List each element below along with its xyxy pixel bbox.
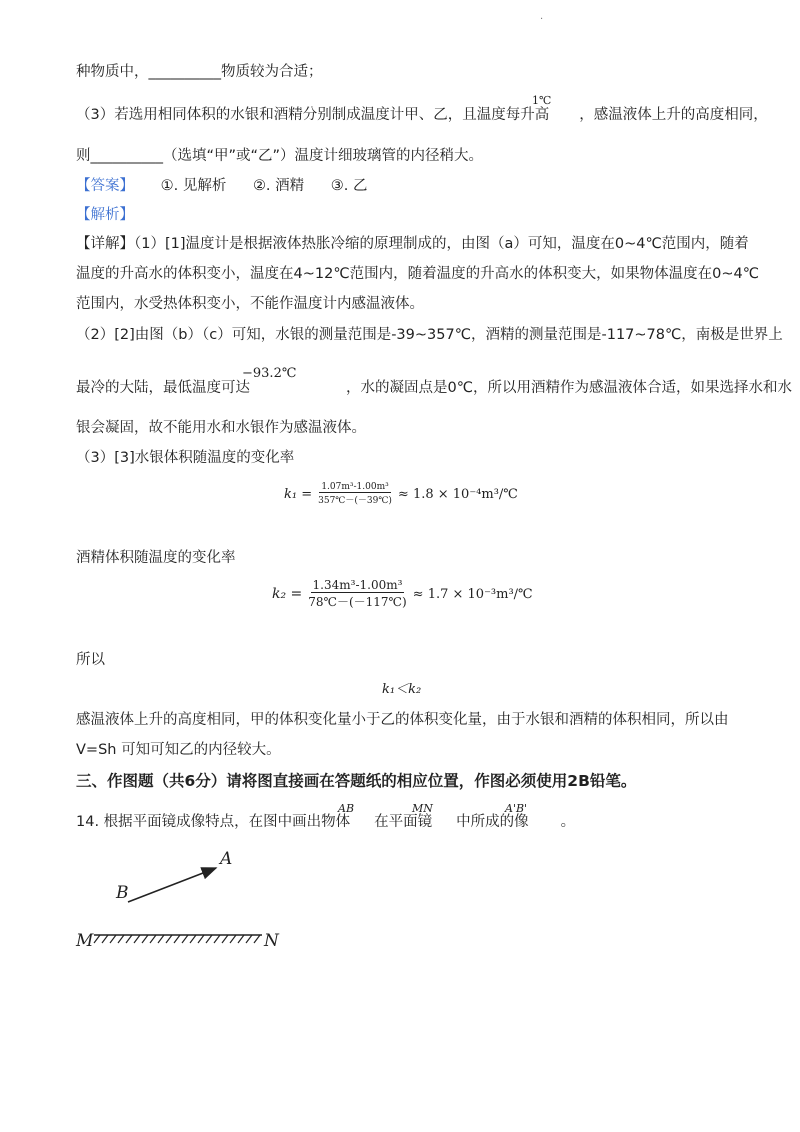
- detail-p1-line-3: 范围内，水受热体积变小，不能作温度计内感温液体。: [76, 296, 424, 312]
- hatch-mark: [198, 935, 204, 943]
- detail-p2-line-2: [76, 378, 792, 398]
- answer-row: [76, 176, 367, 196]
- mirror-figure: [70, 840, 300, 960]
- hatch-mark: [214, 935, 220, 943]
- hatch-mark: [142, 935, 148, 943]
- detail-p1-line-1: [76, 234, 749, 254]
- answer-item-1: ①. 见解析: [160, 178, 227, 194]
- detail-p1-line-2: 温度的升高水的体积变小，温度在4~12℃范围内，随着温度的升高水的体积变大，如果物体温度在0~4℃: [76, 266, 759, 282]
- q14-ab: AB: [338, 802, 355, 815]
- hatch-mark: [118, 935, 124, 943]
- hatch-mark: [230, 935, 236, 943]
- hatch-mark: [254, 935, 260, 943]
- q14-text-d: 。: [560, 814, 576, 830]
- label-n: N: [264, 931, 279, 951]
- hatch-mark: [206, 935, 212, 943]
- detail-p2-line-3: 银会凝固，故不能用水和水银作为感温液体。: [76, 420, 366, 436]
- k2-result: ≈ 1.7 × 10⁻³m³/℃: [412, 586, 533, 602]
- lowest-temperature: −93.2℃: [242, 366, 297, 381]
- hatch-mark: [94, 935, 100, 943]
- hatch-mark: [134, 935, 140, 943]
- section-3-heading: 三、作图题（共6分）请将图直接画在答题纸的相应位置，作图必须使用2B铅笔。: [76, 772, 637, 790]
- detail-p3-line-1: （3）[3]水银体积随温度的变化率: [76, 450, 295, 466]
- mirror-hatching: [94, 935, 260, 943]
- k1-result: ≈ 1.8 × 10⁻⁴m³/℃: [397, 486, 518, 502]
- detail-p3-line-3: 所以: [76, 652, 105, 668]
- question-3-text: （3）若选用相同体积的水银和酒精分别制成温度计甲、乙，且温度每升高: [76, 107, 550, 123]
- detail-p3-line-5: V=Sh 可知可知乙的内径较大。: [76, 742, 281, 758]
- hatch-mark: [166, 935, 172, 943]
- k1-symbol: k₁ =: [284, 486, 313, 502]
- hatch-mark: [110, 935, 116, 943]
- hatch-mark: [126, 935, 132, 943]
- hatch-mark: [238, 935, 244, 943]
- detail-p2-text-b: ，水的凝固点是0℃，所以用酒精作为感温液体合适，如果选择水和水: [346, 380, 793, 396]
- k2-denominator: 78℃－(－117℃): [308, 595, 407, 609]
- hatch-mark: [158, 935, 164, 943]
- question-3-text-tail: ，感温液体上升的高度相同，: [579, 107, 768, 123]
- k1-formula: [284, 482, 518, 506]
- label-m: M: [76, 931, 94, 951]
- k2-numerator: 1.34m³-1.00m³: [312, 578, 403, 592]
- detail-label: 【详解】: [76, 236, 134, 252]
- question-14: [76, 812, 575, 832]
- label-b: B: [116, 883, 129, 903]
- q14-mn: MN: [412, 802, 433, 815]
- detail-p1-text: （1）[1]温度计是根据液体热胀冷缩的原理制成的，由图（a）可知，温度在0~4℃范围内，随着: [134, 236, 749, 252]
- hatch-mark: [246, 935, 252, 943]
- detail-p2-text-a: 最冷的大陆，最低温度可达: [76, 380, 250, 396]
- question-3-line-1: [76, 105, 768, 125]
- answer-item-2: ②. 酒精: [252, 178, 305, 194]
- q14-text-c: 中所成的像: [456, 814, 529, 830]
- k1-numerator: 1.07m³-1.00m³: [321, 482, 389, 492]
- hatch-mark: [190, 935, 196, 943]
- question-2-tail: 种物质中，__________物质较为合适；: [76, 64, 323, 80]
- label-a: A: [220, 849, 233, 869]
- detail-p3-line-2: 酒精体积随温度的变化率: [76, 550, 236, 566]
- hatch-mark: [150, 935, 156, 943]
- k-comparison: k₁＜k₂: [382, 682, 422, 697]
- hatch-mark: [102, 935, 108, 943]
- hatch-mark: [182, 935, 188, 943]
- hatch-mark: [174, 935, 180, 943]
- q14-text-b: 在平面镜: [374, 814, 433, 830]
- detail-p2-line-1: （2）[2]由图（b）（c）可知，水银的测量范围是-39~357℃，酒精的测量范围是-117~78℃，南极是世界上: [76, 327, 783, 343]
- temperature-1c: 1℃: [532, 94, 552, 107]
- top-mark: ·: [540, 14, 544, 25]
- detail-p3-line-4: 感温液体上升的高度相同，甲的体积变化量小于乙的体积变化量，由于水银和酒精的体积相同，所以由: [76, 712, 729, 728]
- answer-label: 【答案】: [76, 178, 134, 194]
- question-3-line-2: 则__________（选填“甲”或“乙”）温度计细玻璃管的内径稍大。: [76, 148, 484, 164]
- k2-symbol: k₂ =: [272, 586, 303, 602]
- answer-item-3: ③. 乙: [330, 178, 368, 194]
- analysis-label: 【解析】: [76, 207, 134, 223]
- k2-formula: [272, 578, 533, 610]
- object-arrow-ab: [128, 868, 216, 902]
- q14-ab-prime: A'B': [505, 802, 528, 815]
- k1-denominator: 357℃－(－39℃): [318, 496, 392, 506]
- hatch-mark: [222, 935, 228, 943]
- q14-text-a: 14. 根据平面镜成像特点，在图中画出物体: [76, 814, 351, 830]
